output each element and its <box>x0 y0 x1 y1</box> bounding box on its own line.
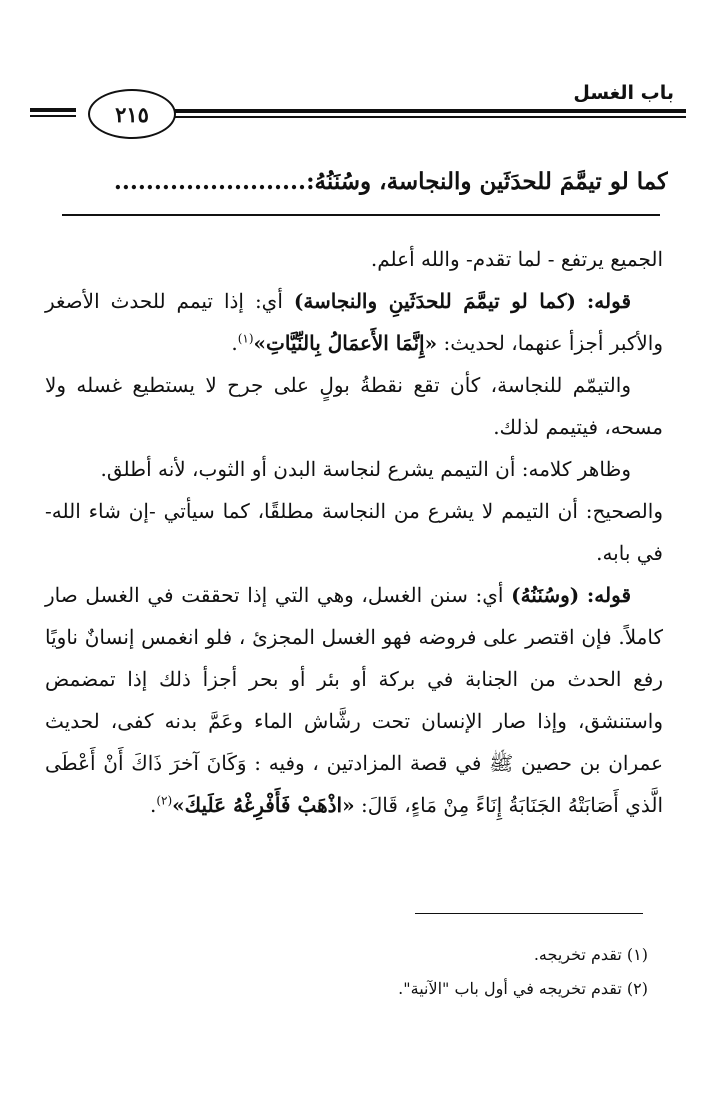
footnotes <box>45 938 648 1006</box>
footnote-1: (١) تقدم تخريجه. <box>533 945 648 964</box>
commentary-body <box>45 238 663 826</box>
matn-text: كما لو تيمَّمَ للحدَثَينِ والنجاسة، وسُنَنُهُ:........................ <box>113 168 668 195</box>
header-rule-left <box>30 108 76 112</box>
paragraph-2-text: أي: إذا تيمم للحدث الأصغر والأكبر أجزأ عنهما، لحديث: <box>45 289 663 355</box>
hadith-quote-2: «اذْهَبْ فَأَفْرِغْهُ عَلَيكَ» <box>172 793 355 817</box>
page-number: ٢١٥ <box>88 89 176 139</box>
paragraph-2: قوله: (كما لو تيمَّمَ للحدَثَينِ والنجاسة) أي: إذا تيمم للحدث الأصغر والأكبر أجزأ عنهما، لحديث: «إِنَّمَا الأَعمَالُ بِالنِّيَّاتِ»$^{(١)}$. <box>45 289 663 355</box>
header-rule <box>170 109 686 113</box>
paragraph-1: الجميع يرتفع - لما تقدم- والله أعلم. <box>370 247 663 271</box>
footnote-ref-2[interactable]: (٢) <box>156 793 173 808</box>
matn-quote: (كما لو تيمَّمَ للحدَثَينِ والنجاسة) <box>293 289 576 313</box>
footnote-2: (٢) تقدم تخريجه في أول باب "الآنية". <box>398 979 648 998</box>
paragraph-6-text: أي: سنن الغسل، وهي التي إذا تحققت في الغسل صار كاملاً. فإن اقتصر على فروضه فهو الغسل المجزئ ، فلو انغمس إنسانٌ ناويًا رفع الحدث من الجنابة في بركة أو بئر أو بحر أجزأ ذلك إذا تمضمض واستنشق، وإذا صار الإنسان تحت رشَّاش الماء وعَمَّ بدنه كفى، لحديث عمران بن حصين ﷺ في قصة المزادتين ، وفيه : وَكَانَ آخرَ ذَاكَ أَنْ أَعْطَى الَّذي أَصَابَتْهُ الجَنَابَةُ إِنَاءً مِنْ مَاءٍ، قَالَ: <box>45 583 663 817</box>
qawl-label-2: قوله: <box>586 583 631 607</box>
paragraph-6: قوله: (وسُنَنُهُ) أي: سنن الغسل، وهي التي إذا تحققت في الغسل صار كاملاً. فإن اقتصر على فروضه فهو الغسل المجزئ ، فلو انغمس إنسانٌ ناويًا رفع الحدث من الجنابة في بركة أو بئر أو بحر أجزأ ذلك إذا تمضمض واستنشق، وإذا صار الإنسان تحت رشَّاش الماء وعَمَّ بدنه كفى، لحديث عمران بن حصين ﷺ في قصة المزادتين ، وفيه : وَكَانَ آخرَ ذَاكَ أَنْ أَعْطَى الَّذي أَصَابَتْهُ الجَنَابَةُ إِنَاءً مِنْ مَاءٍ، قَالَ: «اذْهَبْ فَأَفْرِغْهُ عَلَيكَ»$^{(٢)}$. <box>45 583 663 817</box>
matn-divider <box>62 214 660 216</box>
header-rule-left-thin <box>30 115 76 117</box>
hadith-quote: «إِنَّمَا الأَعمَالُ بِالنِّيَّاتِ» <box>253 331 438 355</box>
chapter-title: باب الغسل <box>573 82 674 104</box>
footnote-divider <box>415 913 643 914</box>
page-header <box>30 68 686 128</box>
qawl-label: قوله: <box>586 289 631 313</box>
footnote-ref-1[interactable]: (١) <box>237 331 254 346</box>
paragraph-5: والصحيح: أن التيمم لا يشرع من النجاسة مطلقًا، كما سيأتي -إن شاء الله- في بابه. <box>45 499 663 565</box>
paragraph-3: والتيمّم للنجاسة، كأن تقع نقطةُ بولٍ على جرح لا يستطيع غسله ولا مسحه، فيتيمم لذلك. <box>45 373 663 439</box>
matn-quote-2: (وسُنَنُهُ) <box>511 583 580 607</box>
header-rule-thin <box>170 116 686 118</box>
paragraph-4: وظاهر كلامه: أن التيمم يشرع لنجاسة البدن أو الثوب، لأنه أطلق. <box>100 457 631 481</box>
